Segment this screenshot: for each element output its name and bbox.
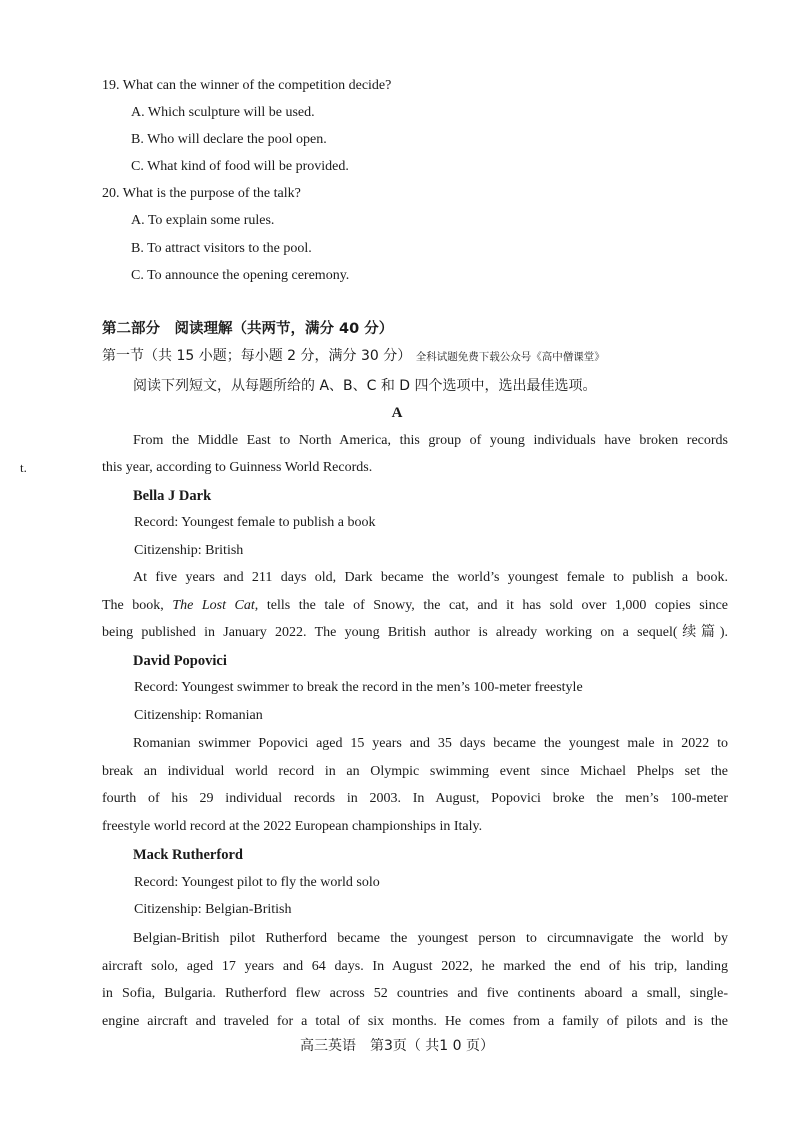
- bella-line-3: being published in January 2022. The young British author is already working on a sequel(续篇).: [102, 625, 728, 640]
- mack-line-4: engine aircraft and traveled for a total of six months. He comes from a family of pilots and is the: [102, 1014, 728, 1029]
- intro-line-2: this year, according to Guinness World Records.: [102, 460, 373, 475]
- record-bella: Record: Youngest female to publish a book: [134, 515, 376, 530]
- citizenship-david: Citizenship: Romanian: [134, 708, 263, 723]
- margin-mark: t.: [20, 460, 27, 475]
- book-title: The Lost Cat: [172, 598, 255, 613]
- question-19-option-a: A. Which sculpture will be used.: [131, 105, 315, 120]
- person-name-bella: Bella J Dark: [133, 488, 212, 504]
- person-name-david: David Popovici: [133, 653, 227, 669]
- david-line-4: freestyle world record at the 2022 European championships in Italy.: [102, 819, 483, 834]
- david-line-3: fourth of his 29 individual records in 2003. In August, Popovici broke the men’s 100-meter: [102, 791, 728, 806]
- question-20-option-a: A. To explain some rules.: [131, 213, 275, 228]
- question-20-stem: 20. What is the purpose of the talk?: [102, 186, 301, 201]
- section-title: 第一节（共 15 小题；每小题 2 分，满分 30 分）: [102, 348, 412, 364]
- section-title-line: [102, 347, 605, 366]
- instructions: 阅读下列短文，从每题所给的 A、B、C 和 D 四个选项中，选出最佳选项。: [133, 378, 597, 394]
- passage-label: A: [391, 405, 403, 421]
- record-david: Record: Youngest swimmer to break the record in the men’s 100-meter freestyle: [134, 680, 583, 695]
- person-name-mack: Mack Rutherford: [133, 847, 243, 863]
- watermark-note: 全科试题免费下载公众号《高中僧课堂》: [415, 351, 605, 363]
- mack-line-2: aircraft solo, aged 17 years and 64 days. In August 2022, he marked the end of his trip, landing: [102, 959, 728, 974]
- question-19-option-b: B. Who will declare the pool open.: [131, 132, 327, 147]
- question-19-stem: 19. What can the winner of the competition decide?: [102, 78, 392, 93]
- question-20-option-c: C. To announce the opening ceremony.: [131, 268, 350, 283]
- citizenship-mack: Citizenship: Belgian-British: [134, 902, 292, 917]
- record-mack: Record: Youngest pilot to fly the world solo: [134, 875, 380, 890]
- mack-line-1: Belgian-British pilot Rutherford became the youngest person to circumnavigate the world by: [133, 931, 728, 946]
- question-20-option-b: B. To attract visitors to the pool.: [131, 241, 312, 256]
- bella-line-2: The book, The Lost Cat, tells the tale of Snowy, the cat, and it has sold over 1,000 copies since: [102, 598, 729, 613]
- citizenship-bella: Citizenship: British: [134, 543, 244, 558]
- david-line-1: Romanian swimmer Popovici aged 15 years and 35 days became the youngest male in 2022 to: [133, 736, 728, 751]
- part-title: 第二部分 阅读理解（共两节，满分 40 分）: [102, 321, 394, 337]
- intro-line-1: From the Middle East to North America, this group of young individuals have broken records: [133, 433, 728, 448]
- page-footer: 高三英语 第3页（ 共1 0 页）: [299, 1038, 495, 1054]
- mack-line-3: in Sofia, Bulgaria. Rutherford flew across 52 countries and five continents aboard a small, single-: [102, 986, 728, 1001]
- question-19-option-c: C. What kind of food will be provided.: [131, 159, 349, 174]
- david-line-2: break an individual world record in an Olympic swimming event since Michael Phelps set the: [102, 764, 728, 779]
- bella-line-1: At five years and 211 days old, Dark became the world’s youngest female to publish a book.: [133, 570, 728, 585]
